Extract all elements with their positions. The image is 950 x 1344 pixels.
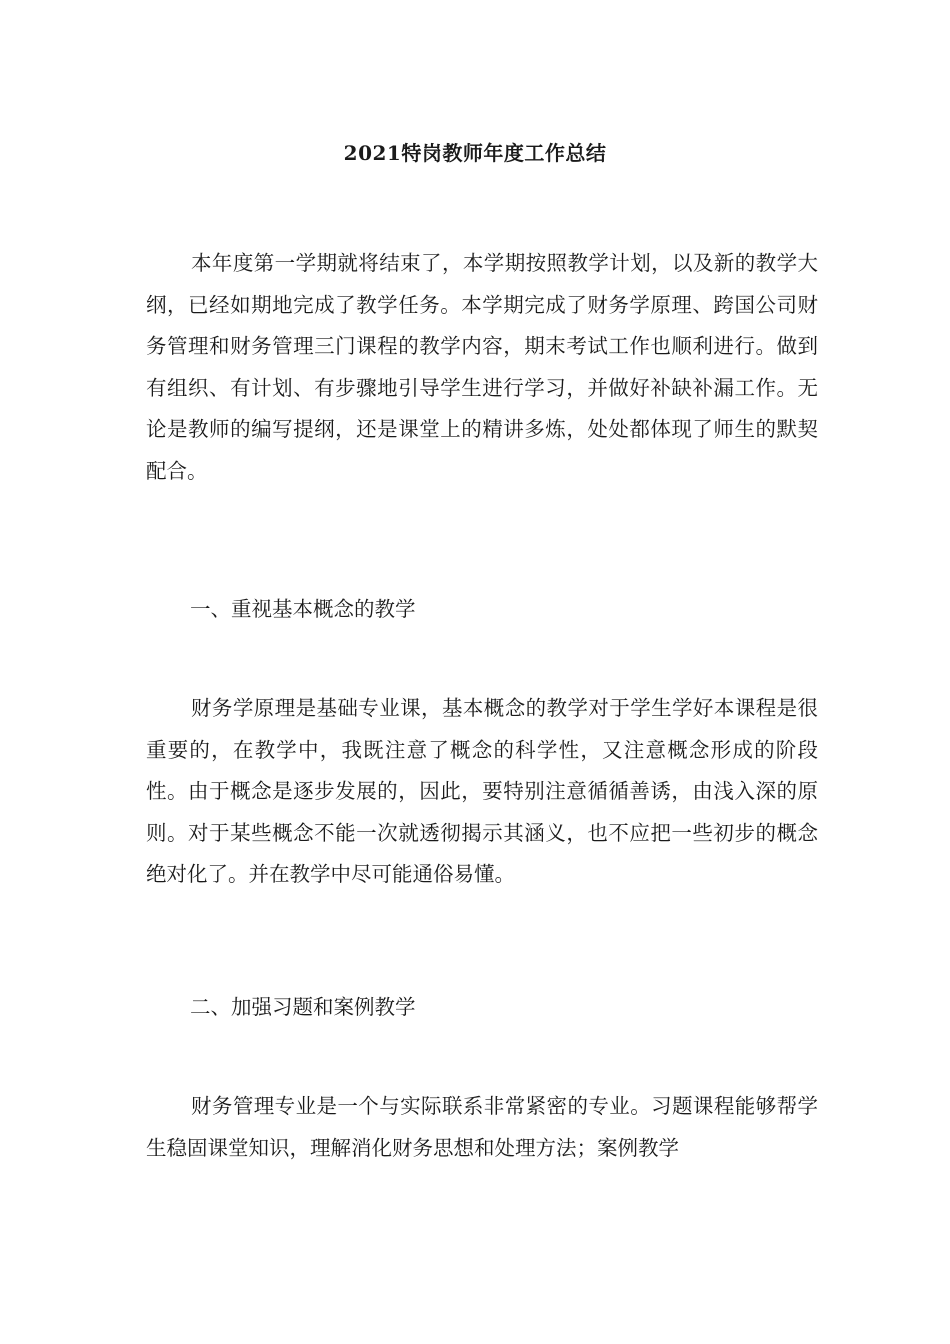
intro-paragraph: 本年度第一学期就将结束了，本学期按照教学计划，以及新的教学大纲，已经如期地完成了教学任务。本学期完成了财务学原理、跨国公司财务管理和财务管理三门课程的教学内容，期末考试工作也顺利进行。做到有组织、有计划、有步骤地引导学生进行学习，并做好补缺补漏工作。无论是教师的编写提纲，还是课堂上的精讲多炼，处处都体现了师生的默契配合。 — [146, 251, 818, 483]
document-title: 2021特岗教师年度工作总结 — [343, 141, 607, 165]
section-2-heading: 二、加强习题和案例教学 — [190, 995, 416, 1019]
section-2-paragraph: 财务管理专业是一个与实际联系非常紧密的专业。习题课程能够帮学生稳固课堂知识，理解消化财务思想和处理方法；案例教学 — [146, 1094, 818, 1160]
section-1-paragraph: 财务学原理是基础专业课，基本概念的教学对于学生学好本课程是很重要的，在教学中，我既注意了概念的科学性，又注意概念形成的阶段性。由于概念是逐步发展的，因此，要特别注意循循善诱，由浅入深的原则。对于某些概念不能一次就透彻揭示其涵义，也不应把一些初步的概念绝对化了。并在教学中尽可能通俗易懂。 — [146, 696, 818, 886]
section-1-heading: 一、重视基本概念的教学 — [190, 597, 416, 621]
